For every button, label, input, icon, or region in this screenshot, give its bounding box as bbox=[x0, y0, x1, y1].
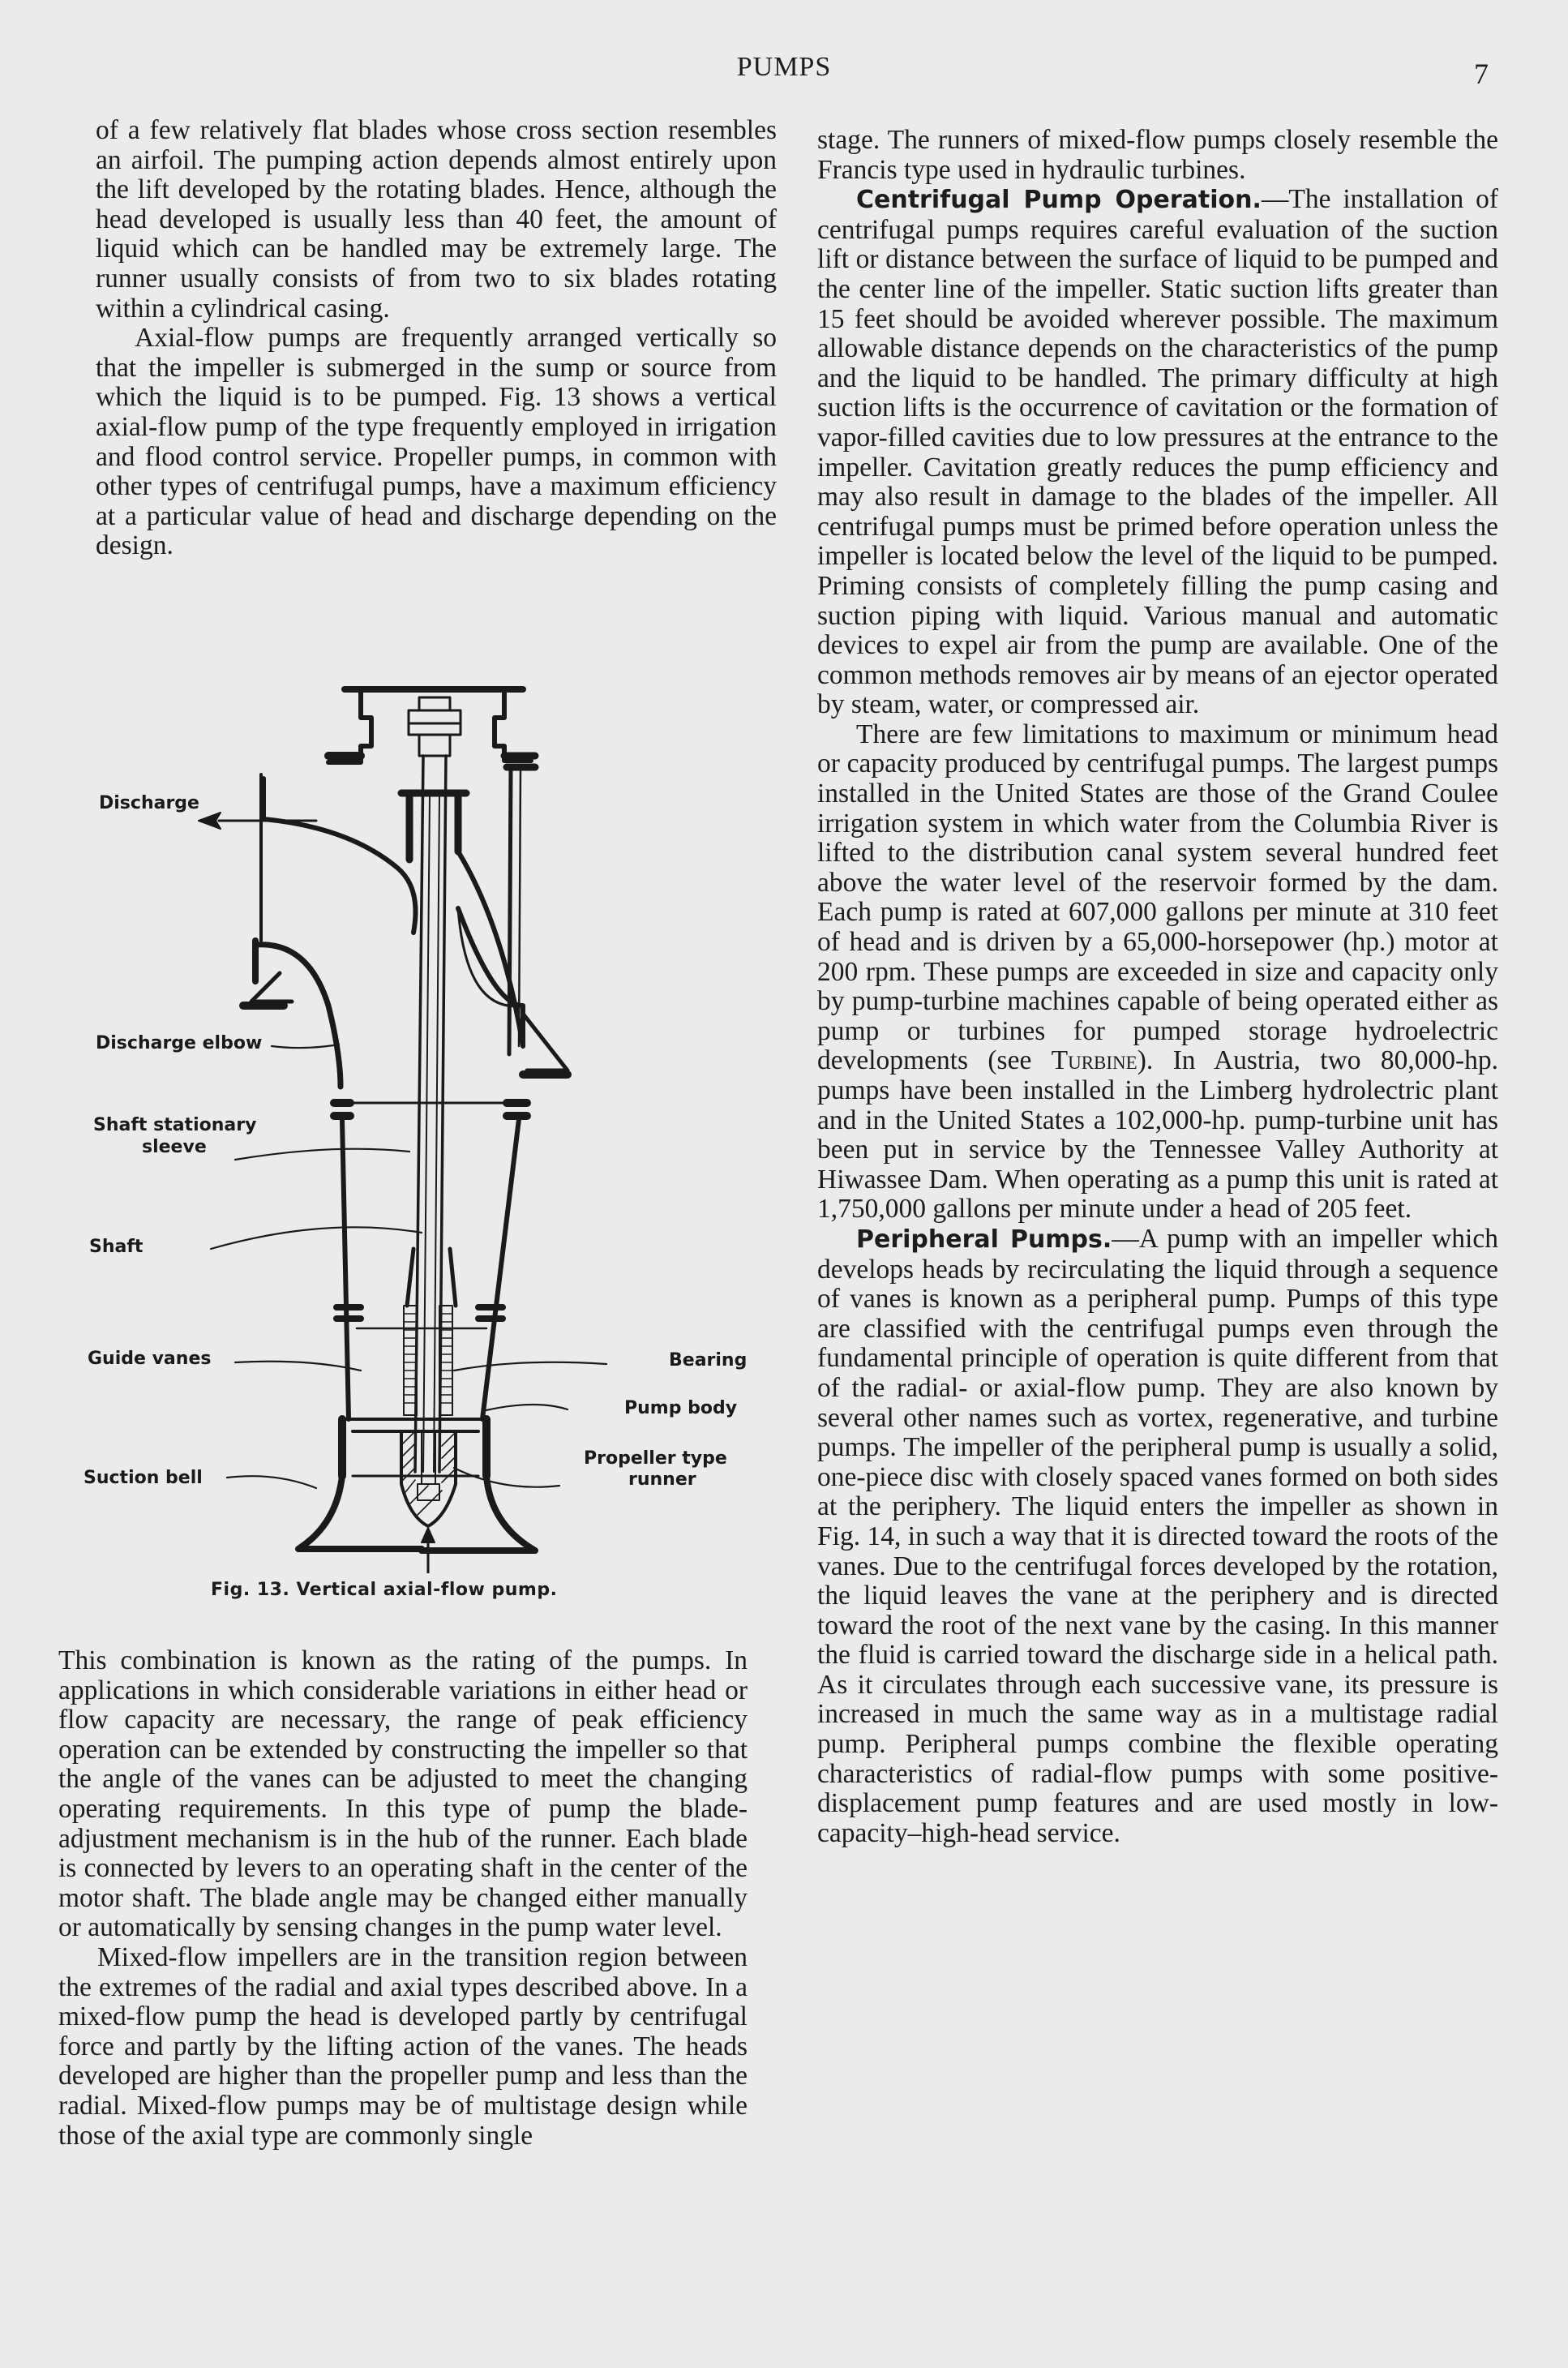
paragraph: Axial-flow pumps are frequently arranged vertically so that the impeller is submerged in the sump or source from which the liquid is to be pumped. Fig. 13 shows a vertical axial-flow pump of the type frequently employed in irrigation and flood control service. Propeller pumps, in common with other types of centrifugal pumps, have a maximum efficiency at a particular value of head and discharge depending on the design. bbox=[96, 323, 777, 561]
label-discharge: Discharge bbox=[99, 793, 199, 813]
turning-vane bbox=[458, 852, 523, 1046]
paragraph: of a few relatively flat blades whose cross section resembles an airfoil. The pumping action depends almost entirely upon the lift developed by the rotating blades. Hence, although the head developed is usually less than 40 feet, the amount of liquid which can be handled may be extremely large. The runner usually consists of from two to six blades rotating within a cylindrical casing. bbox=[96, 115, 777, 324]
paragraph: Mixed-flow impellers are in the transition region between the extremes of the radial and axial types described above. In a mixed-flow pump the head is developed partly by centrifugal force and partly by the lifting action of the vanes. The heads developed are higher than the propeller pump and less than the radial. Mixed-flow pumps may be of multistage design while those of the axial type are commonly single bbox=[58, 1941, 748, 2151]
paragraph: stage. The runners of mixed-flow pumps closely resemble the Francis type used in hydraulic turbines. bbox=[817, 125, 1498, 185]
cross-reference-turbine[interactable]: Turbine bbox=[1051, 1045, 1137, 1076]
paragraph-text: —The installation of centrifugal pumps requires careful evaluation of the suction lift or distance between the surface of liquid to be pumped and the center line of the impeller. Static suction lifts greater than 15 feet should be avoided wherever possible. The maximum allowable distance depends on the characteristics of the pump and the liquid to be handled. The primary difficulty at high suction lifts is the occurrence of cavitation or the formation of vapor-filled cavities due to low pressures at the entrance to the impeller. Cavitation greatly reduces the pump efficiency and may also result in damage to the blades of the impeller. All centrifugal pumps must be primed before operation unless the impeller is located below the level of the liquid to be pumped. Priming consists of completely filling the pump casing and suction piping with liquid. Various manual and automatic devices to expel air from the pump are available. One of the common methods removes air by means of an ejector operated by steam, water, or compressed air. bbox=[817, 184, 1499, 720]
casing-right-upper bbox=[509, 770, 511, 1054]
leader-pump-body bbox=[482, 1405, 568, 1411]
discharge-arrow-head bbox=[199, 813, 221, 829]
leader-guide-vanes bbox=[235, 1362, 361, 1371]
section-heading-peripheral-pumps: Peripheral Pumps. bbox=[856, 1225, 1112, 1254]
label-propeller-type-runner: Propeller type bbox=[584, 1448, 727, 1469]
pump-body-right bbox=[482, 1119, 519, 1419]
bearing-taper bbox=[407, 1249, 456, 1306]
pump-body-left bbox=[342, 1119, 349, 1419]
page-number: 7 bbox=[1474, 58, 1489, 90]
label-guide-vanes: Guide vanes bbox=[88, 1349, 212, 1369]
head-housing-right bbox=[495, 691, 531, 761]
label-pump-body: Pump body bbox=[624, 1398, 738, 1418]
rib-right bbox=[523, 1014, 568, 1070]
leader-shaft-sleeve bbox=[235, 1149, 409, 1160]
paragraph bbox=[817, 720, 1498, 1225]
running-head: PUMPS bbox=[736, 52, 832, 82]
leader-bearing bbox=[454, 1362, 606, 1371]
section-centrifugal-pump-operation bbox=[817, 185, 1498, 720]
coupling bbox=[419, 697, 450, 710]
label-shaft-stationary-sleeve-line2: sleeve bbox=[142, 1137, 207, 1157]
section-heading-centrifugal-pump-operation: Centrifugal Pump Operation. bbox=[856, 186, 1262, 215]
figure-caption: Fig. 13. Vertical axial-flow pump. bbox=[211, 1580, 558, 1600]
left-column-bottom bbox=[58, 1646, 748, 2151]
label-discharge-elbow: Discharge elbow bbox=[96, 1033, 263, 1053]
leader-suction-bell bbox=[227, 1476, 316, 1488]
shaft-inner bbox=[423, 795, 439, 1472]
label-suction-bell: Suction bell bbox=[84, 1468, 203, 1488]
leader-discharge-elbow bbox=[272, 1045, 339, 1048]
propeller-hub bbox=[401, 1431, 456, 1526]
section-peripheral-pumps bbox=[817, 1225, 1498, 1848]
label-shaft-stationary-sleeve: Shaft stationary bbox=[93, 1115, 257, 1135]
discharge-elbow-lower bbox=[255, 945, 341, 1087]
paragraph-text: —A pump with an impeller which develops heads by recirculating the liquid through a sequence of vanes is known as a peripheral pump. Pumps of this type are classified with the centrifugal pumps even through the fundamental principle of operation is quite different from that of the radial- or axial-flow pump. They are also known by several other names such as vortex, regenerative, and turbine pumps. The impeller of the peripheral pump is usually a solid, one-piece disc with closely spaced vanes formed on both sides at the periphery. The liquid enters the impeller as shown in Fig. 14, in such a way that it is directed toward the roots of the vanes. Due to the centrifugal forces developed by the rotation, the liquid leaves the vane at the periphery and is directed toward the root of the next vane by the casing. In this manner the fluid is carried toward the discharge side in a helical path. As it circulates through each successive vane, its pressure is increased in much the same way as in a multistage radial pump. Peripheral pumps combine the flexible operating characteristics of radial-flow pumps with some positive-displacement pump features and are used mostly in low-capacity–high-head service. bbox=[817, 1223, 1498, 1848]
leader-propeller-runner bbox=[454, 1468, 559, 1487]
paragraph-text: There are few limitations to maximum or minimum head or capacity produced by centrifugal pumps. The largest pumps installed in the United States are those of the Grand Coulee irrigation system in which water from the Columbia River is lifted to the distribution canal system several hundred feet above the water level of the reservoir formed by the dam. Each pump is rated at 607,000 gallons per minute at 310 feet of head and is driven by a 65,000-horsepower (hp.) motor at 200 rpm. These pumps are exceeded in size and capacity only by pump-turbine machines capable of being operated either as pump or turbines for pumped storage hydroelectric developments (see bbox=[817, 719, 1498, 1076]
right-column bbox=[817, 126, 1498, 1848]
left-column-top bbox=[96, 116, 777, 561]
leader-shaft bbox=[211, 1227, 422, 1249]
paragraph-text: ). In Austria, two 80,000-hp. pumps have been installed in the Limberg hydrolectric plant and in the United States a 102,000-hp. pump-turbine unit has been put in service by the Tennessee Valley Authority at Hiwassee Dam. When operating as a pump this unit is rated at 1,750,000 gallons per minute under a head of 205 feet. bbox=[817, 1045, 1498, 1225]
figure-13-vertical-axial-flow-pump bbox=[81, 665, 770, 1622]
head-housing-left bbox=[328, 691, 371, 762]
paragraph: This combination is known as the rating of the pumps. In applications in which considerable variations in either head or flow capacity are necessary, the range of peak efficiency operation can be extended by constructing the impeller so that the angle of the vanes can be adjusted to meet the changing operating requirements. In this type of pump the blade-adjustment mechanism is in the hub of the runner. Each blade is connected by levers to an operating shaft in the center of the motor shaft. The blade angle may be changed either manually or automatically by sensing changes in the pump water level. bbox=[58, 1645, 748, 1943]
label-shaft: Shaft bbox=[89, 1237, 144, 1257]
discharge-elbow-upper bbox=[263, 779, 416, 933]
shaft-outer bbox=[415, 756, 446, 1472]
label-bearing: Bearing bbox=[669, 1350, 748, 1371]
label-propeller-type-runner-line2: runner bbox=[628, 1469, 696, 1490]
inflow-arrow-head bbox=[422, 1528, 435, 1542]
